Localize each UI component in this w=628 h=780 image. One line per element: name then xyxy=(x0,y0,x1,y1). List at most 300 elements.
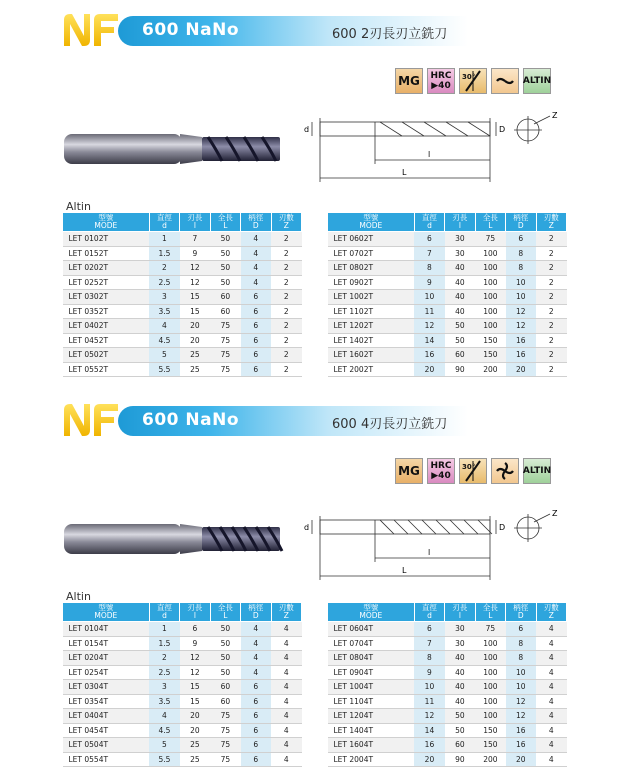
table-cell: LET 0402T xyxy=(63,319,150,334)
table-cell: 15 xyxy=(180,290,210,305)
column-header: 型號 MODE xyxy=(63,213,150,232)
table-cell: 4 xyxy=(536,752,566,767)
column-header: 刃數 Z xyxy=(536,603,566,622)
table-cell: 10 xyxy=(414,680,444,695)
table-cell: 60 xyxy=(445,348,475,363)
table-cell: 50 xyxy=(210,636,240,651)
table-cell: 75 xyxy=(210,752,240,767)
table-cell: 6 xyxy=(241,304,271,319)
table-cell: 2 xyxy=(536,261,566,276)
series-title: 600 NaNo xyxy=(142,410,240,430)
column-header: 刃長 l xyxy=(445,213,475,232)
table-row xyxy=(328,304,567,319)
table-cell: 3.5 xyxy=(149,694,179,709)
mg-badge: MG xyxy=(395,458,423,484)
table-cell: 4 xyxy=(271,723,301,738)
table-cell: 3.5 xyxy=(149,304,179,319)
table-cell: 4 xyxy=(536,694,566,709)
table-cell: 6 xyxy=(241,290,271,305)
table-cell: 6 xyxy=(241,738,271,753)
coating-label: Altin xyxy=(66,590,91,603)
table-row xyxy=(63,636,302,651)
table-row xyxy=(63,752,302,767)
table-cell: 2 xyxy=(271,304,301,319)
table-row xyxy=(63,261,302,276)
table-cell: 20 xyxy=(180,319,210,334)
table-cell: 50 xyxy=(210,261,240,276)
flute-mark xyxy=(503,471,505,479)
table-row xyxy=(63,665,302,680)
table-cell: LET 0204T xyxy=(63,651,150,666)
table-row xyxy=(63,319,302,334)
spec-table-right xyxy=(327,212,567,377)
table-cell: 6 xyxy=(241,709,271,724)
column-header: 全長 L xyxy=(475,213,505,232)
table-cell: 10 xyxy=(414,290,444,305)
dim-l: l xyxy=(428,150,431,159)
table-cell: 11 xyxy=(414,304,444,319)
dim-L: L xyxy=(402,566,407,575)
table-cell: 50 xyxy=(210,651,240,666)
table-cell: 2 xyxy=(536,304,566,319)
table-cell: 40 xyxy=(445,694,475,709)
nf-logo xyxy=(60,400,122,440)
table-cell: 30 xyxy=(445,246,475,261)
table-cell: 9 xyxy=(180,636,210,651)
table-cell: 12 xyxy=(506,304,536,319)
table-cell: 4 xyxy=(149,319,179,334)
table-cell: 15 xyxy=(180,304,210,319)
column-header: 直徑 d xyxy=(149,213,179,232)
table-cell: 4 xyxy=(241,246,271,261)
table-cell: 2 xyxy=(536,232,566,247)
table-cell: LET 1602T xyxy=(328,348,415,363)
table-cell: 2 xyxy=(271,319,301,334)
column-header: 柄徑 D xyxy=(241,603,271,622)
table-cell: 60 xyxy=(445,738,475,753)
column-header: 柄徑 D xyxy=(506,213,536,232)
table-cell: LET 0552T xyxy=(63,362,150,377)
table-cell: 5 xyxy=(149,348,179,363)
table-cell: 3 xyxy=(149,290,179,305)
table-row xyxy=(63,246,302,261)
table-cell: 4.5 xyxy=(149,723,179,738)
table-cell: LET 1404T xyxy=(328,723,415,738)
table-cell: 5 xyxy=(149,738,179,753)
table-cell: 8 xyxy=(506,246,536,261)
table-cell: 4 xyxy=(271,709,301,724)
table-cell: 8 xyxy=(414,651,444,666)
table-cell: LET 1402T xyxy=(328,333,415,348)
table-cell: 6 xyxy=(241,752,271,767)
table-cell: 4 xyxy=(271,622,301,637)
table-row xyxy=(328,636,567,651)
table-cell: 30 xyxy=(445,622,475,637)
table-cell: 12 xyxy=(414,709,444,724)
table-cell: 7 xyxy=(414,636,444,651)
table-cell: 75 xyxy=(210,319,240,334)
table-row xyxy=(63,622,302,637)
table-cell: 10 xyxy=(506,275,536,290)
table-row xyxy=(63,738,302,753)
table-cell: LET 0452T xyxy=(63,333,150,348)
altin-badge: ALTIN xyxy=(523,458,551,484)
table-cell: 75 xyxy=(210,362,240,377)
table-row xyxy=(328,723,567,738)
column-header: 型號 MODE xyxy=(328,603,415,622)
column-header: 柄徑 D xyxy=(241,213,271,232)
table-cell: LET 0804T xyxy=(328,651,415,666)
table-row xyxy=(328,348,567,363)
table-cell: 75 xyxy=(210,723,240,738)
table-cell: 30 xyxy=(445,636,475,651)
table-cell: LET 0352T xyxy=(63,304,150,319)
table-cell: 4 xyxy=(241,651,271,666)
table-cell: LET 0502T xyxy=(63,348,150,363)
table-row xyxy=(328,319,567,334)
table-cell: 4 xyxy=(271,680,301,695)
table-cell: LET 0202T xyxy=(63,261,150,276)
table-cell: 20 xyxy=(506,752,536,767)
table-cell: 12 xyxy=(506,709,536,724)
table-cell: 10 xyxy=(506,665,536,680)
table-cell: 16 xyxy=(414,738,444,753)
table-cell: 5.5 xyxy=(149,362,179,377)
flute-mark xyxy=(497,469,505,471)
helix-icon xyxy=(460,459,486,483)
table-row xyxy=(328,752,567,767)
helix-angle-badge xyxy=(459,68,487,94)
table-cell: 12 xyxy=(506,319,536,334)
table-cell: LET 0252T xyxy=(63,275,150,290)
table-cell: 100 xyxy=(475,694,505,709)
table-cell: 2 xyxy=(271,362,301,377)
table-cell: 16 xyxy=(506,738,536,753)
table-cell: 100 xyxy=(475,665,505,680)
table-cell: 10 xyxy=(506,680,536,695)
table-row xyxy=(328,709,567,724)
column-header: 刃長 l xyxy=(445,603,475,622)
table-cell: 40 xyxy=(445,304,475,319)
column-header: 全長 L xyxy=(210,213,240,232)
table-row xyxy=(328,232,567,247)
table-row xyxy=(328,651,567,666)
table-cell: 75 xyxy=(210,333,240,348)
table-row xyxy=(63,232,302,247)
table-cell: 75 xyxy=(475,232,505,247)
table-row xyxy=(328,246,567,261)
table-cell: LET 1604T xyxy=(328,738,415,753)
axis-z: Z xyxy=(552,111,558,120)
flute-mark xyxy=(505,463,507,471)
table-cell: LET 0554T xyxy=(63,752,150,767)
table-cell: 100 xyxy=(475,636,505,651)
table-cell: 12 xyxy=(180,261,210,276)
table-cell: 75 xyxy=(210,738,240,753)
dim-d: d xyxy=(304,125,310,134)
table-cell: 9 xyxy=(414,275,444,290)
table-cell: 100 xyxy=(475,680,505,695)
spec-table-left xyxy=(62,212,302,377)
column-header: 刃數 Z xyxy=(271,603,301,622)
table-cell: LET 0102T xyxy=(63,232,150,247)
table-cell: LET 1104T xyxy=(328,694,415,709)
dim-L: L xyxy=(402,168,407,177)
table-cell: 1.5 xyxy=(149,246,179,261)
table-cell: 6 xyxy=(180,622,210,637)
column-header: 刃數 Z xyxy=(536,213,566,232)
table-cell: 60 xyxy=(210,290,240,305)
table-cell: 2 xyxy=(536,275,566,290)
table-cell: 10 xyxy=(506,290,536,305)
table-cell: 4 xyxy=(536,738,566,753)
table-cell: 100 xyxy=(475,304,505,319)
table-cell: 4 xyxy=(241,275,271,290)
table-cell: 2 xyxy=(271,333,301,348)
table-cell: 7 xyxy=(180,232,210,247)
table-cell: 4 xyxy=(271,651,301,666)
spec-table-right xyxy=(327,602,567,767)
table-cell: 11 xyxy=(414,694,444,709)
table-cell: 12 xyxy=(180,665,210,680)
end-mill-photo xyxy=(62,510,292,570)
table-cell: 9 xyxy=(414,665,444,680)
dim-D: D xyxy=(499,125,506,134)
table-row xyxy=(328,622,567,637)
table-cell: 4 xyxy=(241,261,271,276)
title-banner xyxy=(118,16,618,46)
table-cell: 2 xyxy=(149,651,179,666)
svg-text:30°: 30° xyxy=(462,73,476,81)
table-cell: 2 xyxy=(536,333,566,348)
table-row xyxy=(328,333,567,348)
column-header: 全長 L xyxy=(475,603,505,622)
table-cell: LET 0304T xyxy=(63,680,150,695)
table-cell: 150 xyxy=(475,333,505,348)
flute-mark xyxy=(497,79,505,81)
table-cell: 100 xyxy=(475,261,505,276)
table-cell: LET 1002T xyxy=(328,290,415,305)
table-cell: 6 xyxy=(241,362,271,377)
table-cell: 100 xyxy=(475,290,505,305)
table-cell: 15 xyxy=(180,680,210,695)
table-cell: LET 0504T xyxy=(63,738,150,753)
table-cell: LET 1202T xyxy=(328,319,415,334)
table-cell: 4 xyxy=(536,680,566,695)
table-cell: 4 xyxy=(271,694,301,709)
table-cell: 90 xyxy=(445,362,475,377)
table-cell: 8 xyxy=(506,651,536,666)
table-cell: 150 xyxy=(475,738,505,753)
table-cell: LET 0702T xyxy=(328,246,415,261)
helix-icon xyxy=(460,69,486,93)
svg-text:30°: 30° xyxy=(462,463,476,471)
table-cell: 40 xyxy=(445,665,475,680)
dim-D: D xyxy=(499,523,506,532)
table-cell: 6 xyxy=(414,232,444,247)
table-cell: LET 0602T xyxy=(328,232,415,247)
section-header xyxy=(60,10,620,50)
table-cell: 4 xyxy=(241,665,271,680)
title-banner xyxy=(118,406,618,436)
table-cell: 4 xyxy=(241,622,271,637)
column-header: 全長 L xyxy=(210,603,240,622)
table-row xyxy=(63,680,302,695)
table-cell: 40 xyxy=(445,290,475,305)
table-row xyxy=(63,275,302,290)
table-cell: 20 xyxy=(414,362,444,377)
table-cell: 4 xyxy=(536,709,566,724)
series-subtitle: 600 2刃長刃立銑刀 xyxy=(332,27,448,42)
table-cell: 4 xyxy=(271,738,301,753)
table-cell: 16 xyxy=(506,723,536,738)
table-cell: 6 xyxy=(241,680,271,695)
table-cell: 7 xyxy=(414,246,444,261)
table-cell: 2 xyxy=(149,261,179,276)
table-cell: 12 xyxy=(180,651,210,666)
table-row xyxy=(328,290,567,305)
table-cell: 50 xyxy=(445,319,475,334)
table-cell: LET 0902T xyxy=(328,275,415,290)
table-cell: 3 xyxy=(149,680,179,695)
end-mill-photo xyxy=(62,120,292,180)
table-row xyxy=(328,680,567,695)
feature-badges xyxy=(395,68,551,94)
table-cell: 2 xyxy=(536,362,566,377)
product-section xyxy=(0,390,628,780)
table-cell: 20 xyxy=(180,709,210,724)
dim-l: l xyxy=(428,548,431,557)
table-cell: 40 xyxy=(445,680,475,695)
table-cell: LET 0354T xyxy=(63,694,150,709)
table-cell: 6 xyxy=(414,622,444,637)
table-cell: 150 xyxy=(475,723,505,738)
table-cell: 6 xyxy=(241,333,271,348)
table-cell: LET 0704T xyxy=(328,636,415,651)
helix-angle-badge xyxy=(459,458,487,484)
table-cell: 4 xyxy=(536,651,566,666)
table-cell: LET 1102T xyxy=(328,304,415,319)
table-cell: 6 xyxy=(241,723,271,738)
column-header: 直徑 d xyxy=(149,603,179,622)
dimension-drawing xyxy=(300,508,570,588)
table-cell: 25 xyxy=(180,752,210,767)
table-cell: 2 xyxy=(271,246,301,261)
table-cell: 100 xyxy=(475,651,505,666)
table-cell: LET 1004T xyxy=(328,680,415,695)
table-row xyxy=(63,290,302,305)
table-row xyxy=(328,694,567,709)
table-cell: 25 xyxy=(180,362,210,377)
table-cell: 20 xyxy=(506,362,536,377)
table-cell: 50 xyxy=(210,232,240,247)
table-cell: 40 xyxy=(445,651,475,666)
table-cell: 4 xyxy=(241,232,271,247)
table-cell: 6 xyxy=(506,622,536,637)
column-header: 型號 MODE xyxy=(63,603,150,622)
table-cell: 14 xyxy=(414,723,444,738)
column-header: 直徑 d xyxy=(414,603,444,622)
flute-mark xyxy=(505,81,513,83)
table-cell: 6 xyxy=(506,232,536,247)
table-cell: 200 xyxy=(475,362,505,377)
nf-logo xyxy=(60,10,122,50)
dim-d: d xyxy=(304,523,310,532)
spec-table-left xyxy=(62,602,302,767)
table-cell: 100 xyxy=(475,246,505,261)
table-cell: 6 xyxy=(241,694,271,709)
table-cell: 2 xyxy=(271,290,301,305)
table-cell: LET 0152T xyxy=(63,246,150,261)
table-cell: 50 xyxy=(445,723,475,738)
column-header: 直徑 d xyxy=(414,213,444,232)
table-cell: LET 0454T xyxy=(63,723,150,738)
table-cell: 1 xyxy=(149,622,179,637)
table-row xyxy=(328,738,567,753)
table-cell: 4 xyxy=(271,636,301,651)
table-cell: LET 2002T xyxy=(328,362,415,377)
table-cell: LET 1204T xyxy=(328,709,415,724)
table-cell: LET 0254T xyxy=(63,665,150,680)
table-cell: 4 xyxy=(536,723,566,738)
table-row xyxy=(63,651,302,666)
table-row xyxy=(328,275,567,290)
axis-z: Z xyxy=(552,509,558,518)
table-cell: 6 xyxy=(241,348,271,363)
table-row xyxy=(328,362,567,377)
table-cell: 40 xyxy=(445,275,475,290)
series-title: 600 NaNo xyxy=(142,20,240,40)
column-header: 柄徑 D xyxy=(506,603,536,622)
table-cell: 1 xyxy=(149,232,179,247)
table-cell: 50 xyxy=(445,709,475,724)
hrc-badge: HRC ▶40 xyxy=(427,68,455,94)
table-cell: 15 xyxy=(180,694,210,709)
table-row xyxy=(63,304,302,319)
table-cell: 75 xyxy=(210,348,240,363)
section-header xyxy=(60,400,620,440)
column-header: 型號 MODE xyxy=(328,213,415,232)
flute-mark xyxy=(505,471,513,473)
table-cell: 9 xyxy=(180,246,210,261)
flute-icon xyxy=(493,460,517,482)
table-cell: 2 xyxy=(271,261,301,276)
table-cell: 12 xyxy=(180,275,210,290)
table-cell: LET 0302T xyxy=(63,290,150,305)
column-header: 刃長 l xyxy=(180,603,210,622)
table-cell: 75 xyxy=(210,709,240,724)
table-row xyxy=(328,261,567,276)
table-cell: 60 xyxy=(210,694,240,709)
dimension-drawing xyxy=(300,110,570,190)
table-cell: 14 xyxy=(414,333,444,348)
table-cell: 12 xyxy=(414,319,444,334)
table-cell: 60 xyxy=(210,680,240,695)
column-header: 刃長 l xyxy=(180,213,210,232)
table-row xyxy=(63,709,302,724)
table-cell: 4 xyxy=(271,752,301,767)
column-header: 刃數 Z xyxy=(271,213,301,232)
table-cell: 4 xyxy=(149,709,179,724)
table-cell: LET 0604T xyxy=(328,622,415,637)
table-cell: LET 0104T xyxy=(63,622,150,637)
table-cell: LET 0404T xyxy=(63,709,150,724)
table-cell: 5.5 xyxy=(149,752,179,767)
table-cell: 2 xyxy=(271,348,301,363)
table-cell: 20 xyxy=(180,333,210,348)
mg-badge: MG xyxy=(395,68,423,94)
table-cell: 200 xyxy=(475,752,505,767)
